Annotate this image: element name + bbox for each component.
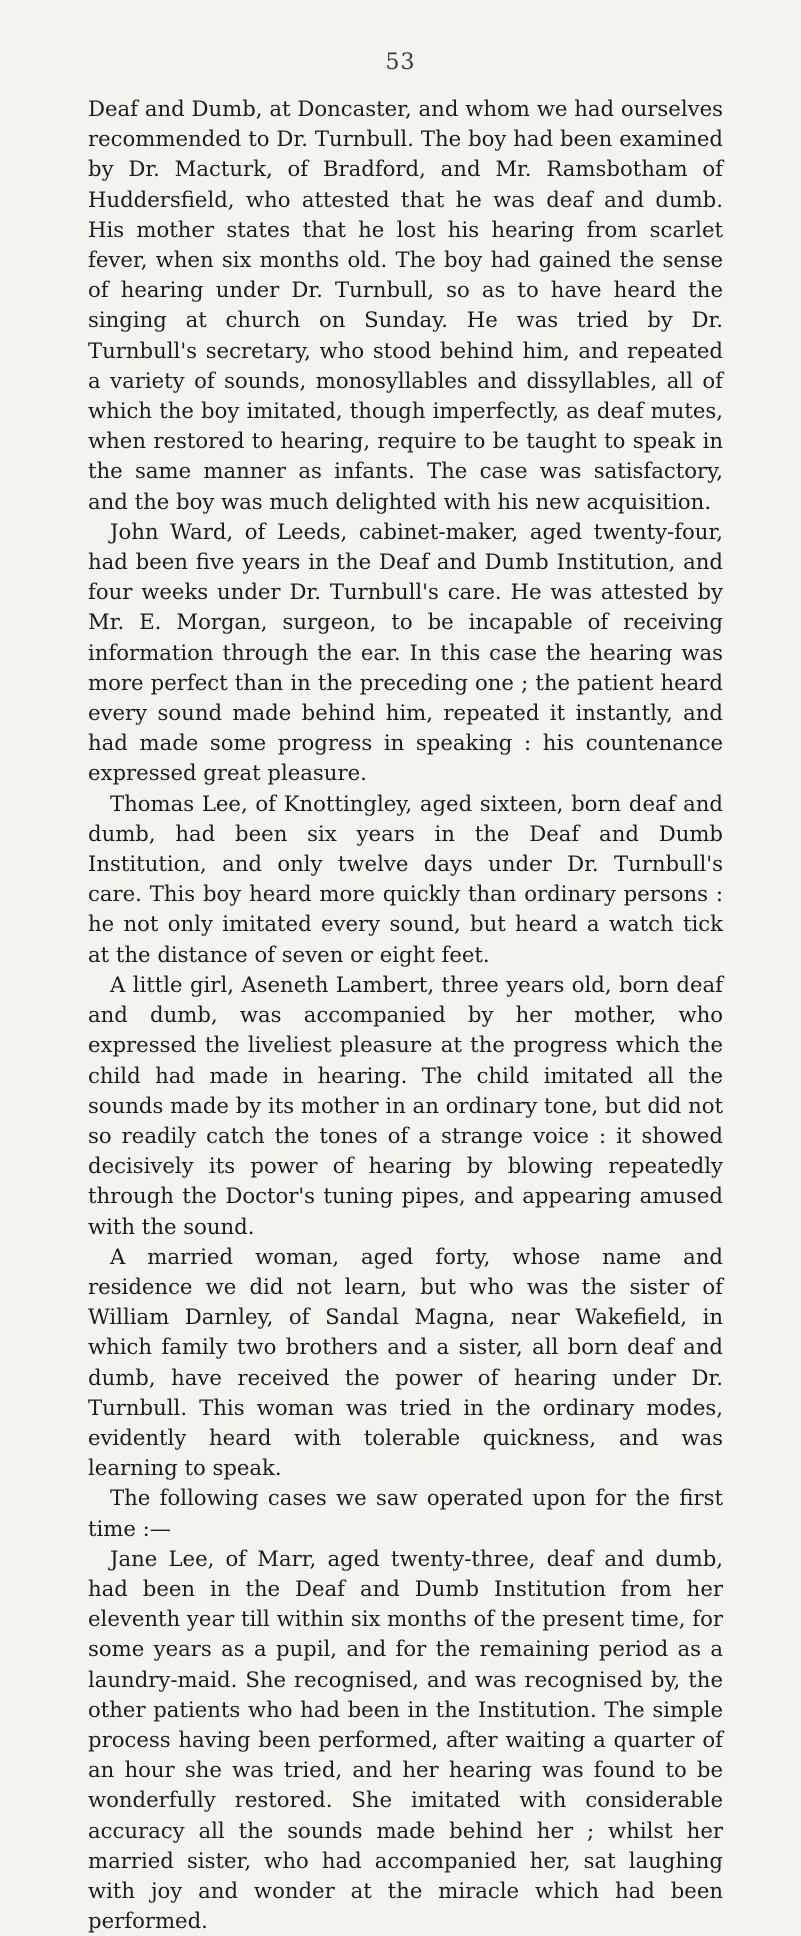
body-text [88, 94, 723, 1936]
paragraph: A little girl, Aseneth Lambert, three years old, born deaf and dumb, was accompanied by her mother, who expressed the liveliest pleasure at the progress which the child had made in hearing. The child imitated all the sounds made by its mother in an ordinary tone, but did not so readily catch the tones of a strange voice : it showed decisively its power of hearing by blowing repeatedly through the Doctor's tuning pipes, and appearing amused with the sound. [88, 971, 723, 1239]
page-number: 53 [385, 50, 416, 75]
paragraph: John Ward, of Leeds, cabinet-maker, aged twenty-four, had been five years in the Deaf and Dumb Institution, and four weeks under Dr. Turnbull's care. He was attested by Mr. E. Morgan, surgeon, to be incapable of receiving information through the ear. In this case the hearing was more perfect than in the preceding one ; the patient heard every sound made behind him, repeated it instantly, and had made some progress in speaking : his countenance expressed great pleasure. [88, 518, 723, 786]
paragraph: The following cases we saw operated upon for the first time :— [88, 1485, 723, 1541]
paragraph: Deaf and Dumb, at Doncaster, and whom we had ourselves recommended to Dr. Turnbull. The boy had been examined by Dr. Macturk, of Bradford, and Mr. Ramsbotham of Huddersfield, who attested that he was deaf and dumb. His mother states that he lost his hearing from scarlet fever, when six months old. The boy had gained the sense of hearing under Dr. Turnbull, so as to have heard the singing at church on Sunday. He was tried by Dr. Turnbull's secretary, who stood behind him, and repeated a variety of sounds, monosyllables and dissyllables, all of which the boy imitated, though imperfectly, as deaf mutes, when restored to hearing, require to be taught to speak in the same manner as infants. The case was satisfactory, and the boy was much delighted with his new acquisition. [88, 96, 723, 514]
paragraph: Thomas Lee, of Knottingley, aged sixteen, born deaf and dumb, had been six years in the Deaf and Dumb Institution, and only twelve days under Dr. Turnbull's care. This boy heard more quickly than ordinary persons : he not only imitated every sound, but heard a watch tick at the distance of seven or eight feet. [88, 790, 723, 967]
paragraph: A married woman, aged forty, whose name and residence we did not learn, but who was the sister of William Darnley, of Sandal Magna, near Wakefield, in which family two brothers and a sister, all born deaf and dumb, have received the power of hearing under Dr. Turnbull. This woman was tried in the ordinary modes, evidently heard with tolerable quickness, and was learning to speak. [88, 1243, 723, 1481]
paragraph: Jane Lee, of Marr, aged twenty-three, deaf and dumb, had been in the Deaf and Dumb Institution from her eleventh year till within six months of the present time, for some years as a pupil, and for the remaining period as a laundry-maid. She recognised, and was recognised by, the other patients who had been in the Institution. The simple process having been performed, after waiting a quarter of an hour she was tried, and her hearing was found to be wonderfully restored. She imitated with considerable accuracy all the sounds made behind her ; whilst her married sister, who had accompanied her, sat laughing with joy and wonder at the miracle which had been performed. [88, 1545, 723, 1934]
